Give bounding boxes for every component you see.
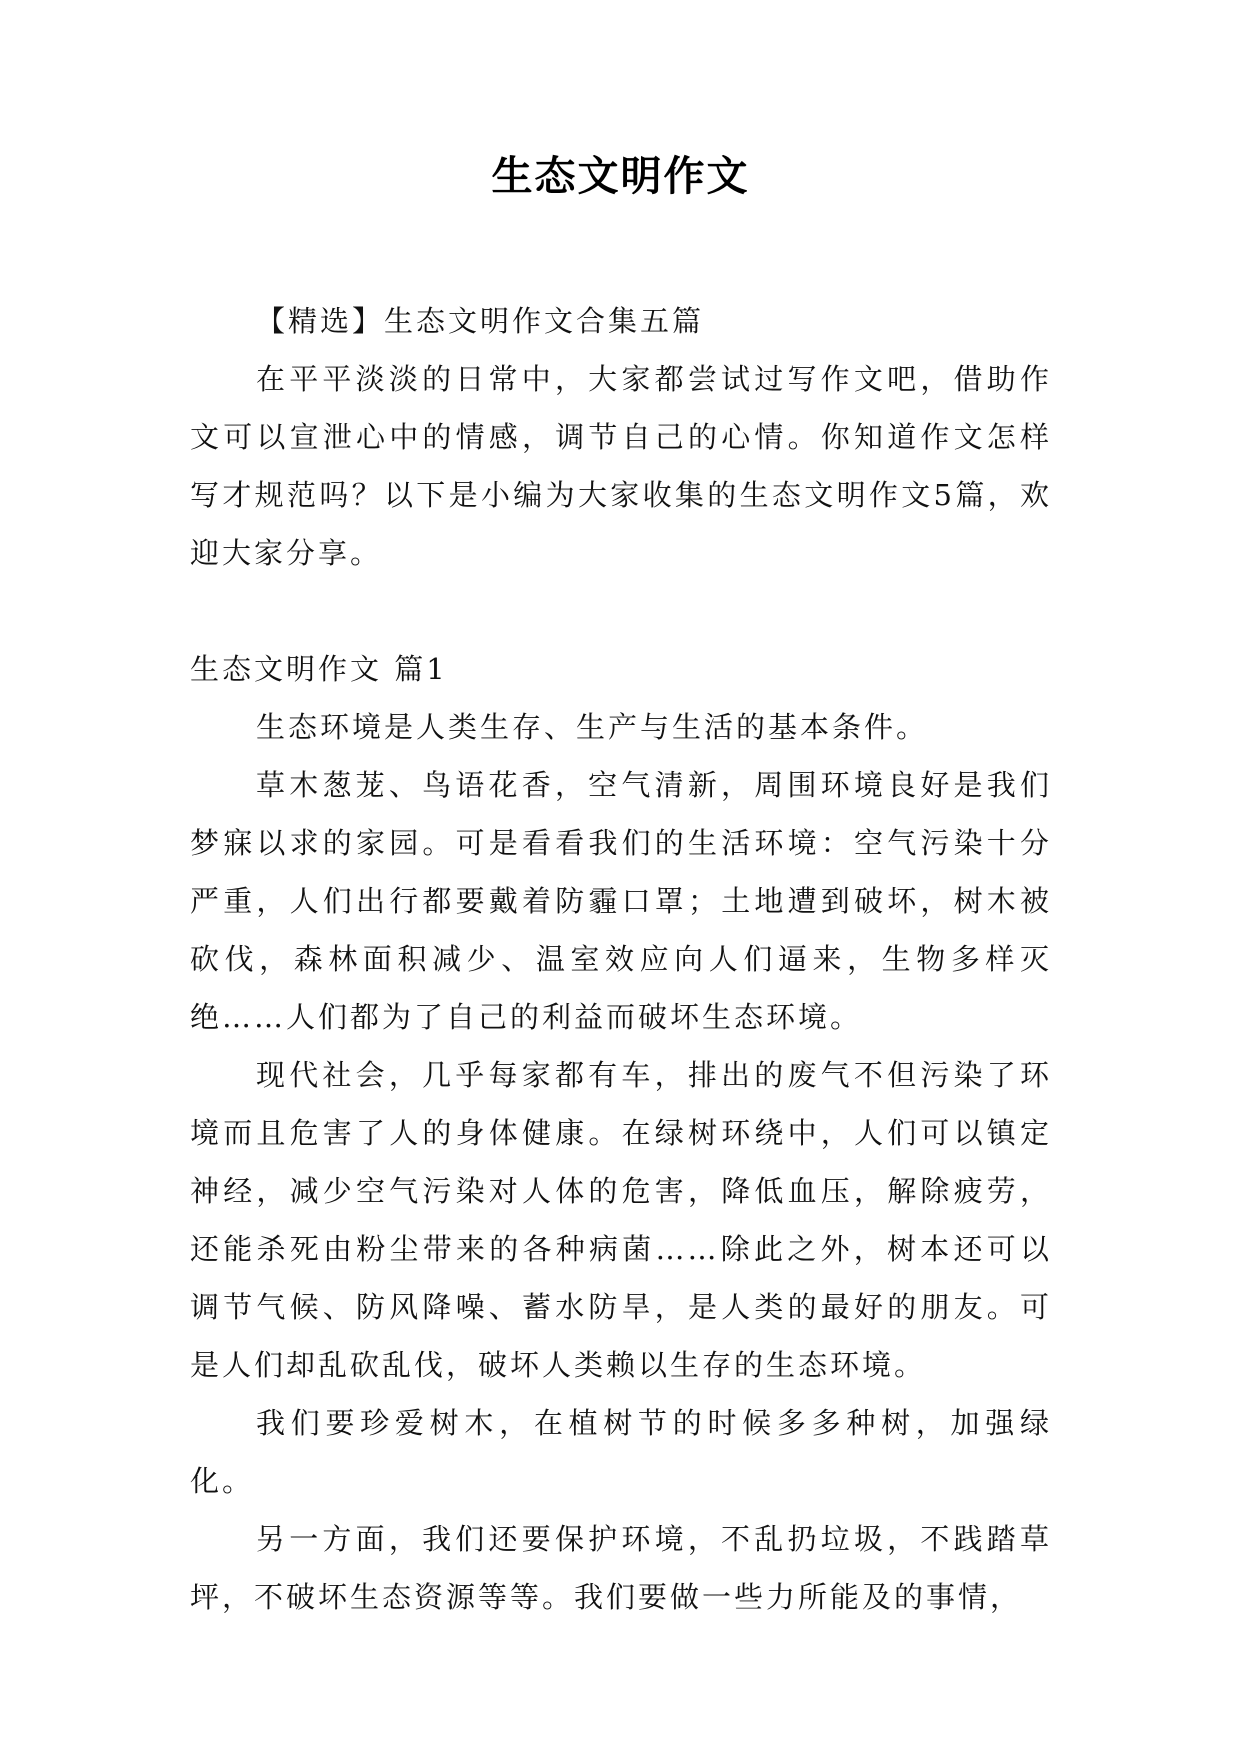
- collection-subtitle: 【精选】生态文明作文合集五篇: [256, 304, 705, 338]
- body-paragraph: 生态环境是人类生存、生产与生活的基本条件。: [256, 710, 929, 744]
- body-paragraph: 草木葱茏、鸟语花香，空气清新，周围环境良好是我们梦寐以求的家园。可是看看我们的生活环境：空气污染十分严重，人们出行都要戴着防霾口罩；土地遭到破坏，树木被砍伐，森林面积减少、温室效应向人们逼来，生物多样灭绝……人们都为了自己的利益而破坏生态环境。: [190, 768, 1052, 1034]
- body-paragraph: 现代社会，几乎每家都有车，排出的废气不但污染了环境而且危害了人的身体健康。在绿树环绕中，人们可以镇定神经，减少空气污染对人体的危害，降低血压，解除疲劳，还能杀死由粉尘带来的各种病菌……除此之外，树本还可以调节气候、防风降噪、蓄水防旱，是人类的最好的朋友。可是人们却乱砍乱伐，破坏人类赖以生存的生态环境。: [190, 1058, 1052, 1382]
- document-title: 生态文明作文: [491, 152, 750, 200]
- intro-paragraph: 在平平淡淡的日常中，大家都尝试过写作文吧，借助作文可以宣泄心中的情感，调节自己的心情。你知道作文怎样写才规范吗？以下是小编为大家收集的生态文明作文5篇，欢迎大家分享。: [190, 362, 1052, 570]
- section-spacer: [190, 582, 1052, 640]
- document-body: [190, 292, 1052, 1626]
- section-heading: 生态文明作文 篇1: [190, 652, 448, 686]
- body-paragraph: 我们要珍爱树木，在植树节的时候多多种树，加强绿化。: [190, 1406, 1052, 1498]
- body-paragraph: 另一方面，我们还要保护环境，不乱扔垃圾，不践踏草坪，不破坏生态资源等等。我们要做一些力所能及的事情，: [190, 1522, 1052, 1614]
